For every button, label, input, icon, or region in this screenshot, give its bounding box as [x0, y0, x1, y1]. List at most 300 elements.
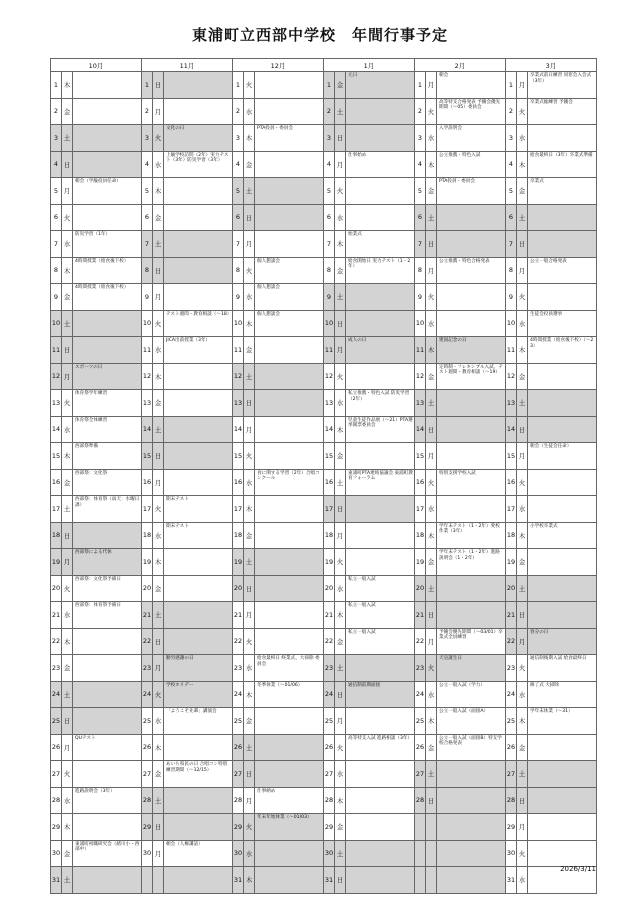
day-number: 30 — [506, 840, 517, 867]
month-header: 3月 — [506, 59, 597, 72]
day-number: 2 — [415, 98, 426, 125]
event-cell — [164, 72, 233, 99]
annual-schedule-table — [50, 58, 597, 894]
day-number: 13 — [506, 390, 517, 417]
day-number: 25 — [324, 708, 335, 735]
day-number: 21 — [51, 602, 62, 629]
day-number: 8 — [324, 257, 335, 284]
day-row — [51, 708, 597, 735]
weekday: 火 — [244, 628, 255, 655]
event-cell: 学年末休業（～31） — [528, 708, 597, 735]
weekday — [426, 840, 437, 867]
event-cell — [437, 602, 506, 629]
day-number: 7 — [233, 231, 244, 258]
day-number: 10 — [324, 310, 335, 337]
day-number: 25 — [142, 708, 153, 735]
event-cell — [437, 443, 506, 470]
event-cell — [73, 814, 142, 841]
weekday: 水 — [426, 681, 437, 708]
weekday: 土 — [517, 390, 528, 417]
event-cell — [528, 363, 597, 390]
day-number: 24 — [324, 681, 335, 708]
event-cell: 入学説明会 — [437, 125, 506, 152]
day-number: 28 — [233, 787, 244, 814]
weekday: 土 — [517, 761, 528, 788]
weekday: 月 — [153, 840, 164, 867]
day-number: 29 — [506, 814, 517, 841]
event-cell — [255, 231, 324, 258]
weekday: 金 — [517, 178, 528, 205]
day-number: 20 — [51, 575, 62, 602]
event-cell: 公立推薦・特色入試 — [437, 151, 506, 178]
event-cell — [255, 363, 324, 390]
weekday: 金 — [62, 284, 73, 311]
event-cell — [73, 98, 142, 125]
weekday: 土 — [62, 310, 73, 337]
day-number: 24 — [415, 681, 426, 708]
event-cell: 公立一般入試（面接B）特支学校合格発表 — [437, 734, 506, 761]
weekday: 土 — [62, 867, 73, 894]
day-row — [51, 681, 597, 708]
weekday: 月 — [426, 443, 437, 470]
event-cell — [528, 125, 597, 152]
event-cell — [73, 337, 142, 364]
event-cell: 仕事納め — [255, 787, 324, 814]
day-number: 23 — [233, 655, 244, 682]
event-cell — [164, 469, 233, 496]
weekday: 土 — [426, 204, 437, 231]
event-cell: 朝会（生徒会任命） — [528, 443, 597, 470]
weekday: 水 — [244, 840, 255, 867]
event-cell: 高等特支入試 進路相談（3年） — [346, 734, 415, 761]
event-cell: 西部祭：体育祭（雨天：水曜日課） — [73, 496, 142, 523]
event-cell — [346, 443, 415, 470]
weekday — [426, 814, 437, 841]
event-cell: 学年末テスト（1・2年）進路説明会（1・2年） — [437, 549, 506, 576]
day-number: 1 — [233, 72, 244, 99]
weekday: 金 — [335, 72, 346, 99]
day-number: 12 — [415, 363, 426, 390]
weekday: 木 — [62, 443, 73, 470]
day-number: 27 — [415, 761, 426, 788]
day-number: 19 — [415, 549, 426, 576]
event-cell: 個人懇談会 — [255, 257, 324, 284]
day-number: 9 — [324, 284, 335, 311]
event-cell: 給食最終日（3年）卒業式準備 — [528, 151, 597, 178]
weekday: 金 — [335, 628, 346, 655]
day-number: 22 — [51, 628, 62, 655]
day-number: 28 — [415, 787, 426, 814]
day-row — [51, 72, 597, 99]
day-number: 23 — [324, 655, 335, 682]
day-number: 30 — [233, 840, 244, 867]
weekday: 月 — [426, 628, 437, 655]
event-cell — [164, 787, 233, 814]
day-number: 16 — [233, 469, 244, 496]
weekday: 水 — [517, 125, 528, 152]
day-number: 14 — [324, 416, 335, 443]
day-number: 9 — [51, 284, 62, 311]
day-number: 25 — [415, 708, 426, 735]
event-cell — [528, 575, 597, 602]
day-number: 25 — [233, 708, 244, 735]
day-number: 31 — [324, 867, 335, 894]
event-cell: 春分の日 — [528, 628, 597, 655]
event-cell: 4時間授業（給食後下校） — [73, 257, 142, 284]
event-cell — [437, 390, 506, 417]
weekday: 土 — [153, 787, 164, 814]
event-cell — [164, 602, 233, 629]
day-number: 21 — [415, 602, 426, 629]
day-number: 29 — [324, 814, 335, 841]
event-cell — [73, 204, 142, 231]
day-row — [51, 151, 597, 178]
day-number: 16 — [506, 469, 517, 496]
day-number: 11 — [415, 337, 426, 364]
day-number: 11 — [51, 337, 62, 364]
weekday: 月 — [335, 337, 346, 364]
event-cell: 元日 — [346, 72, 415, 99]
day-number: 9 — [233, 284, 244, 311]
day-number: 16 — [324, 469, 335, 496]
day-row — [51, 284, 597, 311]
weekday — [426, 867, 437, 894]
day-number: 6 — [233, 204, 244, 231]
event-cell — [164, 734, 233, 761]
month-header: 12月 — [233, 59, 324, 72]
weekday: 火 — [517, 98, 528, 125]
weekday: 木 — [153, 549, 164, 576]
day-number: 1 — [506, 72, 517, 99]
day-number: 31 — [51, 867, 62, 894]
event-cell: あいち県民の日 合唱コン特別練習期間（～12/15） — [164, 761, 233, 788]
weekday: 金 — [153, 761, 164, 788]
weekday: 水 — [62, 231, 73, 258]
event-cell — [528, 602, 597, 629]
event-cell — [73, 761, 142, 788]
event-cell — [164, 178, 233, 205]
weekday: 土 — [426, 575, 437, 602]
event-cell: 個人懇談会 — [255, 310, 324, 337]
weekday: 月 — [244, 416, 255, 443]
weekday: 金 — [244, 522, 255, 549]
event-cell — [164, 549, 233, 576]
weekday: 水 — [153, 522, 164, 549]
event-cell — [437, 284, 506, 311]
event-cell — [164, 231, 233, 258]
day-number: 19 — [324, 549, 335, 576]
event-cell: 西部祭：文化祭 — [73, 469, 142, 496]
day-number: 18 — [324, 522, 335, 549]
weekday: 金 — [244, 337, 255, 364]
day-number: 9 — [415, 284, 426, 311]
event-cell — [346, 787, 415, 814]
day-number: 13 — [51, 390, 62, 417]
day-row — [51, 734, 597, 761]
event-cell: 年末年始休業（～01/03） — [255, 814, 324, 841]
day-number: 15 — [142, 443, 153, 470]
day-number: 28 — [142, 787, 153, 814]
event-cell — [346, 708, 415, 735]
day-number: 8 — [142, 257, 153, 284]
weekday: 土 — [426, 761, 437, 788]
day-number: 15 — [233, 443, 244, 470]
event-cell: 東浦町初職研究会（緒川小・西部中） — [73, 840, 142, 867]
event-cell: 朝会 — [437, 72, 506, 99]
weekday: 火 — [244, 814, 255, 841]
day-number: 13 — [233, 390, 244, 417]
event-cell — [437, 416, 506, 443]
weekday: 土 — [62, 681, 73, 708]
day-number: 23 — [506, 655, 517, 682]
weekday: 土 — [244, 178, 255, 205]
event-cell — [164, 284, 233, 311]
day-row — [51, 814, 597, 841]
day-row — [51, 310, 597, 337]
day-row — [51, 416, 597, 443]
day-number: 29 — [233, 814, 244, 841]
day-number: 3 — [506, 125, 517, 152]
weekday: 金 — [517, 363, 528, 390]
weekday: 火 — [335, 734, 346, 761]
event-cell: 私立一般入試 — [346, 602, 415, 629]
day-row — [51, 178, 597, 205]
day-number: 9 — [506, 284, 517, 311]
weekday: 日 — [335, 310, 346, 337]
day-number: 28 — [51, 787, 62, 814]
event-cell: テスト週間・教育相談（～18） — [164, 310, 233, 337]
day-number: 19 — [506, 549, 517, 576]
page-title: 東浦町立西部中学校 年間行事予定 — [191, 26, 448, 44]
day-number: 21 — [233, 602, 244, 629]
day-number: 28 — [324, 787, 335, 814]
event-cell: 西部祭：体育祭予備日 — [73, 602, 142, 629]
weekday: 水 — [335, 390, 346, 417]
day-number: 17 — [233, 496, 244, 523]
event-cell — [255, 708, 324, 735]
day-row — [51, 231, 597, 258]
event-cell — [346, 125, 415, 152]
day-number: 25 — [51, 708, 62, 735]
event-cell: 公立一般合格発表 — [528, 257, 597, 284]
weekday: 日 — [62, 151, 73, 178]
weekday: 土 — [517, 575, 528, 602]
day-number: 31 — [233, 867, 244, 894]
day-number: 26 — [233, 734, 244, 761]
weekday: 日 — [62, 337, 73, 364]
event-cell — [255, 575, 324, 602]
day-row — [51, 390, 597, 417]
weekday: 日 — [153, 257, 164, 284]
event-cell — [528, 814, 597, 841]
weekday: 金 — [335, 443, 346, 470]
day-number: 24 — [506, 681, 517, 708]
event-cell — [346, 840, 415, 867]
event-cell — [164, 416, 233, 443]
print-date: 2026/3/11 — [560, 865, 596, 873]
event-cell — [255, 867, 324, 894]
event-cell — [437, 310, 506, 337]
event-cell — [255, 390, 324, 417]
weekday: 水 — [335, 761, 346, 788]
weekday: 木 — [244, 496, 255, 523]
event-cell — [73, 72, 142, 99]
weekday: 木 — [244, 867, 255, 894]
weekday: 日 — [426, 787, 437, 814]
event-cell — [437, 867, 506, 894]
weekday: 火 — [62, 761, 73, 788]
weekday: 金 — [517, 549, 528, 576]
weekday: 火 — [517, 469, 528, 496]
day-number: 15 — [415, 443, 426, 470]
day-number: 10 — [51, 310, 62, 337]
weekday: 木 — [426, 522, 437, 549]
weekday: 金 — [62, 469, 73, 496]
weekday: 土 — [244, 549, 255, 576]
day-number: 4 — [324, 151, 335, 178]
day-number: 26 — [324, 734, 335, 761]
event-cell: 卒業式前日練習 同窓会入会式（3年） — [528, 72, 597, 99]
month-header: 2月 — [415, 59, 506, 72]
day-number: 2 — [51, 98, 62, 125]
day-number: 21 — [506, 602, 517, 629]
weekday: 月 — [62, 549, 73, 576]
event-cell: 給食最終日 終業式、大掃除 委員会 — [255, 655, 324, 682]
event-cell — [346, 655, 415, 682]
event-cell — [73, 151, 142, 178]
day-number: 1 — [142, 72, 153, 99]
day-row — [51, 443, 597, 470]
event-cell: 卒業式 — [528, 178, 597, 205]
month-header: 1月 — [324, 59, 415, 72]
event-cell — [73, 655, 142, 682]
event-cell — [255, 628, 324, 655]
event-cell — [528, 840, 597, 867]
day-number: 25 — [506, 708, 517, 735]
event-cell — [346, 284, 415, 311]
event-cell — [346, 761, 415, 788]
weekday: 土 — [335, 469, 346, 496]
event-cell: 通信制後期入試 給食最終日 — [528, 655, 597, 682]
day-number: 22 — [506, 628, 517, 655]
day-number: 10 — [233, 310, 244, 337]
event-cell — [346, 496, 415, 523]
day-number: 4 — [142, 151, 153, 178]
day-row — [51, 98, 597, 125]
event-cell: 文化の日 — [164, 125, 233, 152]
event-cell — [255, 549, 324, 576]
event-cell — [164, 443, 233, 470]
day-number: 4 — [415, 151, 426, 178]
event-cell — [164, 98, 233, 125]
day-number: 18 — [233, 522, 244, 549]
day-number: 22 — [324, 628, 335, 655]
event-cell: 体育祭学年練習 — [73, 390, 142, 417]
day-number: 30 — [51, 840, 62, 867]
event-cell: JICA出前授業（3年） — [164, 337, 233, 364]
day-number: 5 — [142, 178, 153, 205]
weekday: 金 — [244, 708, 255, 735]
weekday: 土 — [153, 231, 164, 258]
event-cell: 特別支援学校入試 — [437, 469, 506, 496]
weekday: 日 — [335, 681, 346, 708]
day-number: 6 — [506, 204, 517, 231]
weekday: 水 — [517, 867, 528, 894]
weekday: 木 — [62, 814, 73, 841]
day-row — [51, 549, 597, 576]
event-cell — [346, 204, 415, 231]
event-cell — [255, 840, 324, 867]
weekday: 火 — [62, 575, 73, 602]
weekday: 月 — [153, 655, 164, 682]
day-number: 4 — [233, 151, 244, 178]
day-number: 3 — [51, 125, 62, 152]
weekday: 水 — [244, 284, 255, 311]
day-number: 18 — [415, 522, 426, 549]
day-number — [142, 867, 153, 894]
day-number: 28 — [506, 787, 517, 814]
weekday: 月 — [517, 814, 528, 841]
event-cell — [437, 814, 506, 841]
day-number: 11 — [506, 337, 517, 364]
weekday: 月 — [153, 98, 164, 125]
day-row — [51, 867, 597, 894]
event-cell — [73, 310, 142, 337]
weekday: 水 — [153, 708, 164, 735]
weekday: 木 — [244, 125, 255, 152]
weekday: 日 — [517, 231, 528, 258]
event-cell: 給食開始日 実力テスト（1・2年） — [346, 257, 415, 284]
weekday: 月 — [153, 469, 164, 496]
weekday: 金 — [153, 575, 164, 602]
weekday: 火 — [335, 363, 346, 390]
event-cell — [528, 549, 597, 576]
weekday: 火 — [335, 549, 346, 576]
event-cell — [164, 204, 233, 231]
event-cell: 朝会（人権講話） — [164, 840, 233, 867]
event-cell — [255, 98, 324, 125]
day-number: 22 — [415, 628, 426, 655]
event-cell — [528, 231, 597, 258]
day-number: 6 — [415, 204, 426, 231]
event-cell — [346, 814, 415, 841]
event-cell — [437, 840, 506, 867]
day-number: 21 — [142, 602, 153, 629]
weekday: 木 — [426, 337, 437, 364]
weekday: 水 — [335, 575, 346, 602]
weekday: 月 — [153, 284, 164, 311]
event-cell — [437, 496, 506, 523]
event-cell — [437, 787, 506, 814]
day-number: 17 — [324, 496, 335, 523]
weekday: 火 — [153, 310, 164, 337]
weekday: 水 — [244, 655, 255, 682]
weekday: 日 — [517, 416, 528, 443]
day-number: 30 — [142, 840, 153, 867]
weekday: 月 — [426, 257, 437, 284]
day-number: 3 — [324, 125, 335, 152]
weekday: 金 — [62, 98, 73, 125]
event-cell — [437, 761, 506, 788]
weekday: 日 — [335, 496, 346, 523]
event-cell — [528, 734, 597, 761]
event-cell — [437, 204, 506, 231]
weekday: 日 — [244, 575, 255, 602]
weekday: 日 — [153, 628, 164, 655]
weekday: 日 — [62, 522, 73, 549]
event-cell: 成人の日 — [346, 337, 415, 364]
event-cell: 小学校卒業式 — [528, 522, 597, 549]
